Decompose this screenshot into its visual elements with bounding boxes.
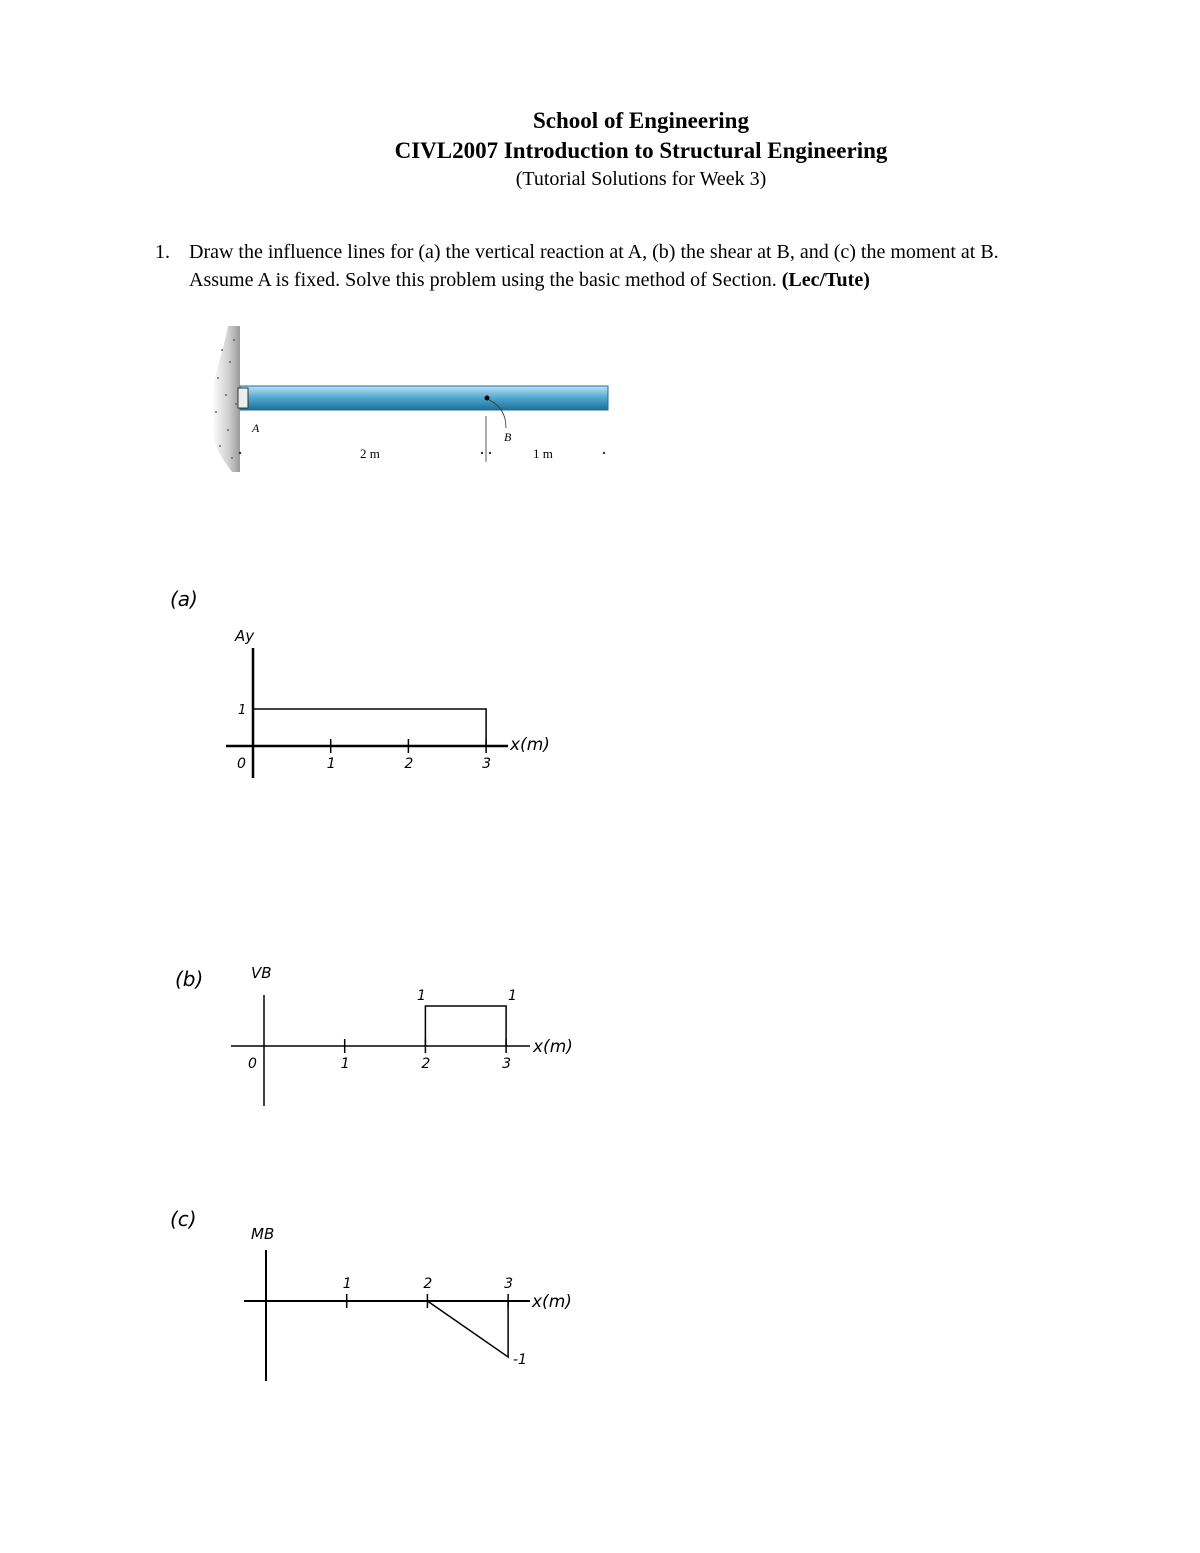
question-number: 1. bbox=[155, 241, 170, 263]
panel-a-ytick-1: 1 bbox=[238, 703, 247, 718]
panel-a-xtick-label-1: 1 bbox=[326, 756, 336, 772]
panel-a-ticks bbox=[237, 739, 491, 772]
beam-end-plate bbox=[238, 388, 248, 408]
panel-b-xtick-label-2: 2 bbox=[421, 1056, 431, 1072]
dimension-dot-right bbox=[603, 452, 605, 454]
support-a-label: A bbox=[252, 421, 260, 435]
panel-b-xtick-label-0: 0 bbox=[248, 1056, 257, 1072]
school-title: School of Engineering bbox=[533, 108, 749, 133]
panel-c-ylabel: MB bbox=[251, 1225, 275, 1243]
influence-line-a bbox=[170, 587, 550, 778]
panel-a-xlabel: x(m) bbox=[510, 735, 550, 755]
panel-c-xtick-label-1: 1 bbox=[342, 1276, 352, 1292]
point-b-label: B bbox=[504, 430, 512, 444]
dimension-dot-b-left bbox=[481, 452, 483, 454]
question-text: Draw the influence lines for (a) the vertical reaction at A, (b) the shear at B, and (c) the moment at B. Assume A is fixed. Solve this problem using the basic method of Section. bbox=[189, 241, 999, 291]
panel-b-label: (b) bbox=[175, 967, 204, 991]
panel-a-influence-line bbox=[253, 709, 486, 746]
panel-b-ylabel: VB bbox=[251, 964, 272, 982]
panel-c-value-label: -1 bbox=[513, 1352, 527, 1368]
cantilever-beam-figure bbox=[212, 326, 608, 472]
panel-b-influence-line bbox=[425, 1006, 506, 1046]
panel-c-influence-line bbox=[427, 1301, 508, 1357]
dimension-dot-left bbox=[239, 452, 241, 454]
panel-c-label: (c) bbox=[170, 1207, 197, 1231]
dimension-right-label: 1 m bbox=[533, 446, 553, 461]
panel-c-xtick-label-2: 2 bbox=[423, 1276, 433, 1292]
dimension-left-label: 2 m bbox=[360, 446, 380, 461]
panel-a-label: (a) bbox=[170, 587, 198, 611]
panel-a-xtick-label-3: 3 bbox=[482, 756, 492, 772]
panel-c-xtick-label-3: 3 bbox=[504, 1276, 514, 1292]
beam-body bbox=[240, 386, 608, 410]
fixed-wall-support bbox=[212, 326, 240, 472]
panel-b-xtick-label-3: 3 bbox=[502, 1056, 512, 1072]
document-subtitle: (Tutorial Solutions for Week 3) bbox=[515, 168, 767, 190]
panel-b-value-label-right: 1 bbox=[508, 988, 517, 1004]
panel-a-xtick-label-2: 2 bbox=[404, 756, 414, 772]
point-b-marker bbox=[485, 396, 490, 401]
panel-c-xlabel: x(m) bbox=[532, 1292, 572, 1312]
question-tag: (Lec/Tute) bbox=[781, 269, 870, 291]
panel-c-ticks bbox=[343, 1276, 513, 1308]
panel-b-ticks bbox=[248, 1039, 511, 1072]
dimension-dot-b-right bbox=[489, 452, 491, 454]
panel-b-xlabel: x(m) bbox=[533, 1037, 573, 1057]
influence-line-c bbox=[170, 1207, 572, 1381]
panel-b-xtick-label-1: 1 bbox=[340, 1056, 350, 1072]
course-title: CIVL2007 Introduction to Structural Engineering bbox=[394, 138, 888, 163]
panel-a-ylabel: Ay bbox=[235, 627, 255, 645]
panel-a-xtick-label-0: 0 bbox=[237, 756, 246, 772]
panel-b-value-label-left: 1 bbox=[417, 988, 426, 1004]
influence-line-b bbox=[175, 964, 573, 1106]
